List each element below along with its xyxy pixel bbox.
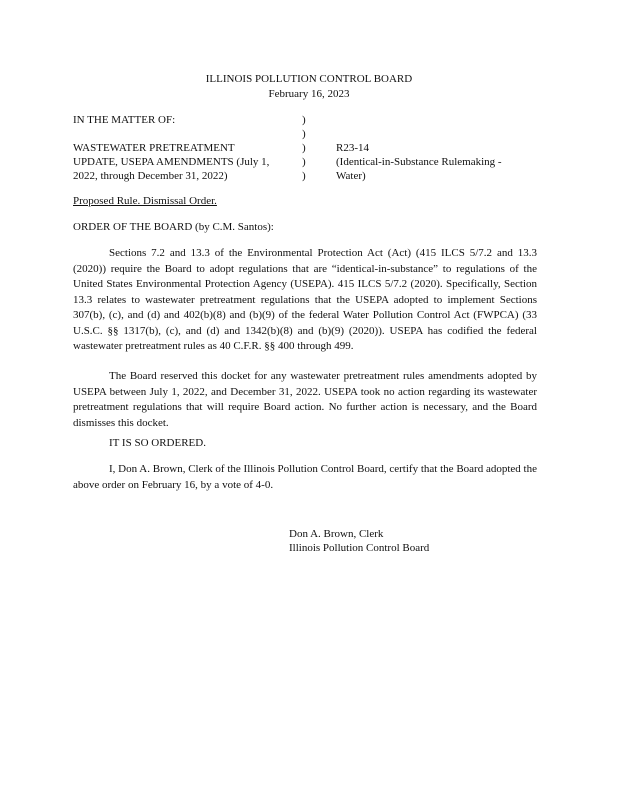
order-date: February 16, 2023 <box>268 88 350 100</box>
agency-title: ILLINOIS POLLUTION CONTROL BOARD <box>205 73 413 85</box>
caption-paren: ) <box>302 142 306 154</box>
caption-paren: ) <box>302 170 306 182</box>
docket-type-line: Water) <box>336 170 366 182</box>
body-paragraph: The Board reserved this docket for any wastewater pretreatment rules amendments adopted by USEPA between July 1, 2022, and December 31, 2022. USEPA took no action regarding its wastewater pretreatment regulations that will require Board action. No further action is necessary, and the Board dismisses this docket. <box>73 370 537 429</box>
in-the-matter-of: IN THE MATTER OF: <box>73 114 176 126</box>
caption-title-line: 2022, through December 31, 2022) <box>73 170 228 182</box>
caption-title-line: WASTEWATER PRETREATMENT <box>73 142 235 154</box>
caption-paren: ) <box>302 156 306 168</box>
order-heading: ORDER OF THE BOARD (by C.M. Santos): <box>73 221 274 233</box>
body-paragraph: Sections 7.2 and 13.3 of the Environmental Protection Act (Act) (415 ILCS 5/7.2 and 13.3 (2020)) require the Board to adopt regulations that are “identical-in-substance” to regulations of the United States Environmental Protection Agency (USEPA). 415 ILCS 5/7.2 (2020). Specifically, Section 13.3 relates to wastewater pretreatment regulations that the USEPA adopted to implement Sections 307(b), (c), and (d) and 402(b)(8) and (b)(9) of the federal Water Pollution Control Act (FWPCA) (33 U.S.C. §§ 1317(b), (c), and (d) and 1342(b)(8) and (b)(9) (2020)). USEPA has codified the federal wastewater pretreatment rules as 40 C.F.R. §§ 400 through 499. <box>73 247 537 352</box>
caption-paren: ) <box>302 128 306 140</box>
docket-type-line: (Identical-in-Substance Rulemaking - <box>336 156 502 168</box>
caption-paren: ) <box>302 114 306 126</box>
docket-number: R23-14 <box>336 142 369 154</box>
subject-line: Proposed Rule. Dismissal Order. <box>73 195 217 207</box>
so-ordered: IT IS SO ORDERED. <box>109 437 206 449</box>
certification-paragraph: I, Don A. Brown, Clerk of the Illinois Pollution Control Board, certify that the Board adopted the above order on February 16, by a vote of 4-0. <box>73 463 537 491</box>
signature-name: Don A. Brown, Clerk <box>289 528 384 540</box>
caption-title-line: UPDATE, USEPA AMENDMENTS (July 1, <box>73 156 270 168</box>
signature-org: Illinois Pollution Control Board <box>289 542 430 554</box>
